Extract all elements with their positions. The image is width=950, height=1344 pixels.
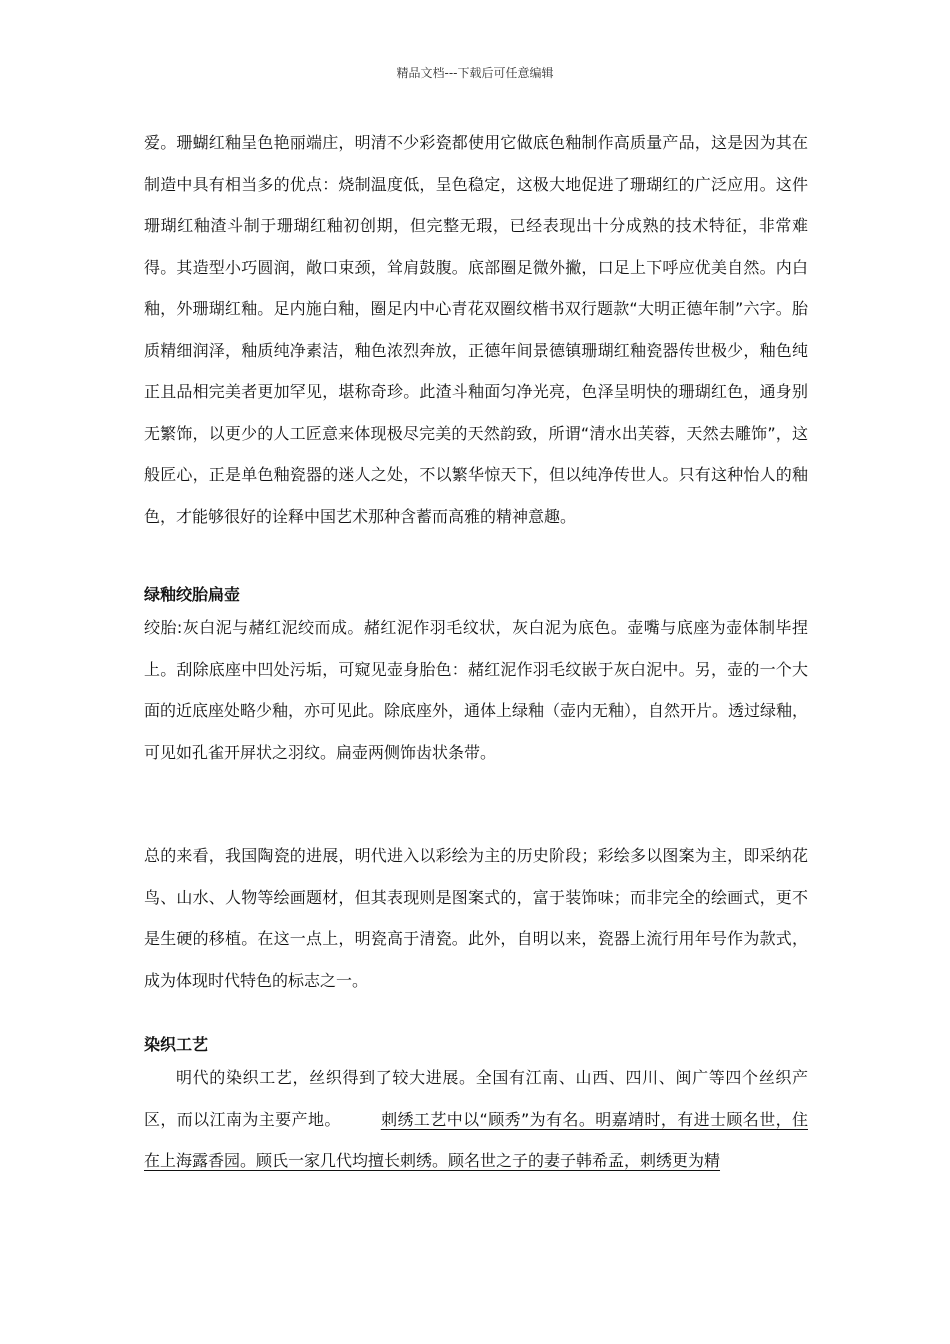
paragraph-marbled-clay: 绞胎:灰白泥与赭红泥绞而成。赭红泥作羽毛纹状，灰白泥为底色。壶嘴与底座为壶体制毕捏上。刮除底座中凹处污垢，可窥见壶身胎色：赭红泥作羽毛纹嵌于灰白泥中。另，壶的一个大面的近底座处略少釉，亦可见此。除底座外，通体上绿釉（壶内无釉），自然开片。透过绿釉，可见如孔雀开屏状之羽纹。扁壶两侧饰齿状条带。 — [144, 618, 809, 762]
heading-green-glaze-flask: 绿釉绞胎扁壶 — [144, 585, 241, 604]
embroidery-underlined-text: 刺绣工艺中以“顾秀”为有名。明嘉靖时，有进士顾名世，住在上海露香园。顾氏一家几代均擅长刺绣。顾名世之子的妻子韩希孟，刺绣更为精 — [144, 1109, 808, 1170]
paragraph-textile-craft — [144, 1057, 808, 1182]
page-header: 精品文档---下载后可任意编辑 — [396, 66, 554, 80]
paragraph-coral-red-glaze: 爱。珊蝴红釉呈色艳丽端庄，明清不少彩瓷都使用它做底色釉制作高质量产品，这是因为其在制造中具有相当多的优点：烧制温度低，呈色稳定，这极大地促进了珊瑚红的广泛应用。这件珊瑚红釉渣斗制于珊瑚红釉初创期，但完整无瑕，已经表现出十分成熟的技术特征，非常难得。其造型小巧圆润，敞口束颈，耸肩鼓腹。底部圈足微外撇，口足上下呼应优美自然。内白釉，外珊瑚红釉。足内施白釉，圈足内中心青花双圈纹楷书双行题款“大明正德年制”六字。胎质精细润泽，釉质纯净素洁，釉色浓烈奔放，正德年间景德镇珊瑚红釉瓷器传世极少，釉色纯正且品相完美者更加罕见，堪称奇珍。此渣斗釉面匀净光亮，色泽呈明快的珊瑚红色，通身别无繁饰，以更少的人工匠意来体现极尽完美的天然韵致，所谓“清水出芙蓉，天然去雕饰”，这般匠心，正是单色釉瓷器的迷人之处，不以繁华惊天下，但以纯净传世人。只有这种怡人的釉色，才能够很好的诠释中国艺术那种含蓄而高雅的精神意趣。 — [144, 133, 808, 526]
heading-textile-craft: 染织工艺 — [144, 1035, 209, 1054]
document-body — [144, 122, 808, 1182]
paragraph-ming-ceramics-summary: 总的来看，我国陶瓷的进展，明代进入以彩绘为主的历史阶段；彩绘多以图案为主，即采纳花鸟、山水、人物等绘画题材，但其表现则是图案式的，富于装饰味；而非完全的绘画式，更不是生硬的移植。在这一点上，明瓷高于清瓷。此外，自明以来，瓷器上流行用年号作为款式，成为体现时代特色的标志之一。 — [144, 846, 808, 990]
textile-intro-text: 明代的染织工艺，丝织得到了较大进展。全国有江南、山西、四川、闽广等四个丝织产区，而以江南为主要产地。 — [144, 1068, 808, 1129]
